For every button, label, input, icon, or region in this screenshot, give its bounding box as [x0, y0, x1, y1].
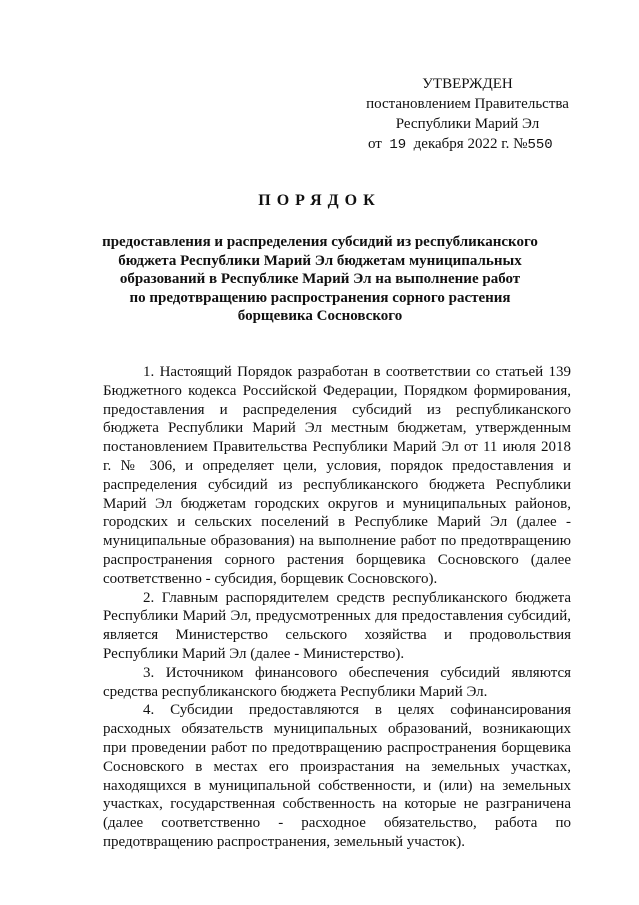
- document-body: [103, 363, 571, 852]
- subtitle-line: бюджета Республики Марий Эл бюджетам муниципальных: [118, 252, 522, 269]
- approval-date-line: [360, 134, 575, 155]
- paragraph-1: 1. Настоящий Порядок разработан в соответствии со статьей 139 Бюджетного кодекса Российской Федерации, Порядком формирования, предоставления и распределения субсидий из республиканского бюджета Республики Марий Эл местным бюджетам, утвержденным постановлением Правительства Республики Марий Эл от 11 июля 2018 г. № 306, и определяет цели, условия, порядок предоставления и распределения субсидий из республиканского бюджета Республики Марий Эл бюджетам городских округов и муниципальных районов, городских и сельских поселений в Республике Марий Эл (далее - муниципальные образования) на выполнение работ по предотвращению распространения сорного растения борщевика Сосновского (далее соответственно - субсидия, борщевик Сосновского).: [103, 364, 571, 587]
- approval-by: постановлением Правительства: [366, 96, 569, 112]
- document-subtitle: [100, 233, 540, 326]
- approval-heading: УТВЕРЖДЕН: [422, 76, 513, 92]
- decree-number: 550: [527, 137, 553, 153]
- subtitle-line: предоставления и распределения субсидий из республиканского: [102, 234, 538, 250]
- paragraph-4: 4. Субсидии предоставляются в целях софинансирования расходных обязательств муниципальных образований, возникающих при проведении работ по предотвращению распространения борщевика Сосновского в местах его произрастания на земельных участках, находящихся в муниципальной собственности, и (или) на земельных участках, государственная собственность на которые не разграничена (далее соответственно - расходное обязательство, работа по предотвращению распространения, земельный участок).: [103, 702, 571, 850]
- subtitle-line: образований в Республике Марий Эл на выполнение работ: [119, 271, 521, 287]
- date-rest: декабря 2022 г. №: [413, 136, 528, 152]
- date-prefix: от: [368, 136, 382, 152]
- subtitle-line: по предотвращению распространения сорного растения: [129, 289, 511, 306]
- paragraph-3: 3. Источником финансового обеспечения субсидий являются средства республиканского бюджета Республики Марий Эл.: [103, 664, 571, 700]
- date-day: 19: [389, 137, 407, 153]
- approval-stamp: [360, 74, 575, 155]
- approval-authority: Республики Марий Эл: [395, 116, 540, 132]
- subtitle-line: борщевика Сосновского: [237, 308, 403, 324]
- document-title: ПОРЯДОК: [258, 192, 381, 209]
- paragraph-2: 2. Главным распорядителем средств республиканского бюджета Республики Марий Эл, предусмотренных для предоставления субсидий, является Министерство сельского хозяйства и продовольствия Республики Марий Эл (далее - Министерство).: [103, 589, 571, 662]
